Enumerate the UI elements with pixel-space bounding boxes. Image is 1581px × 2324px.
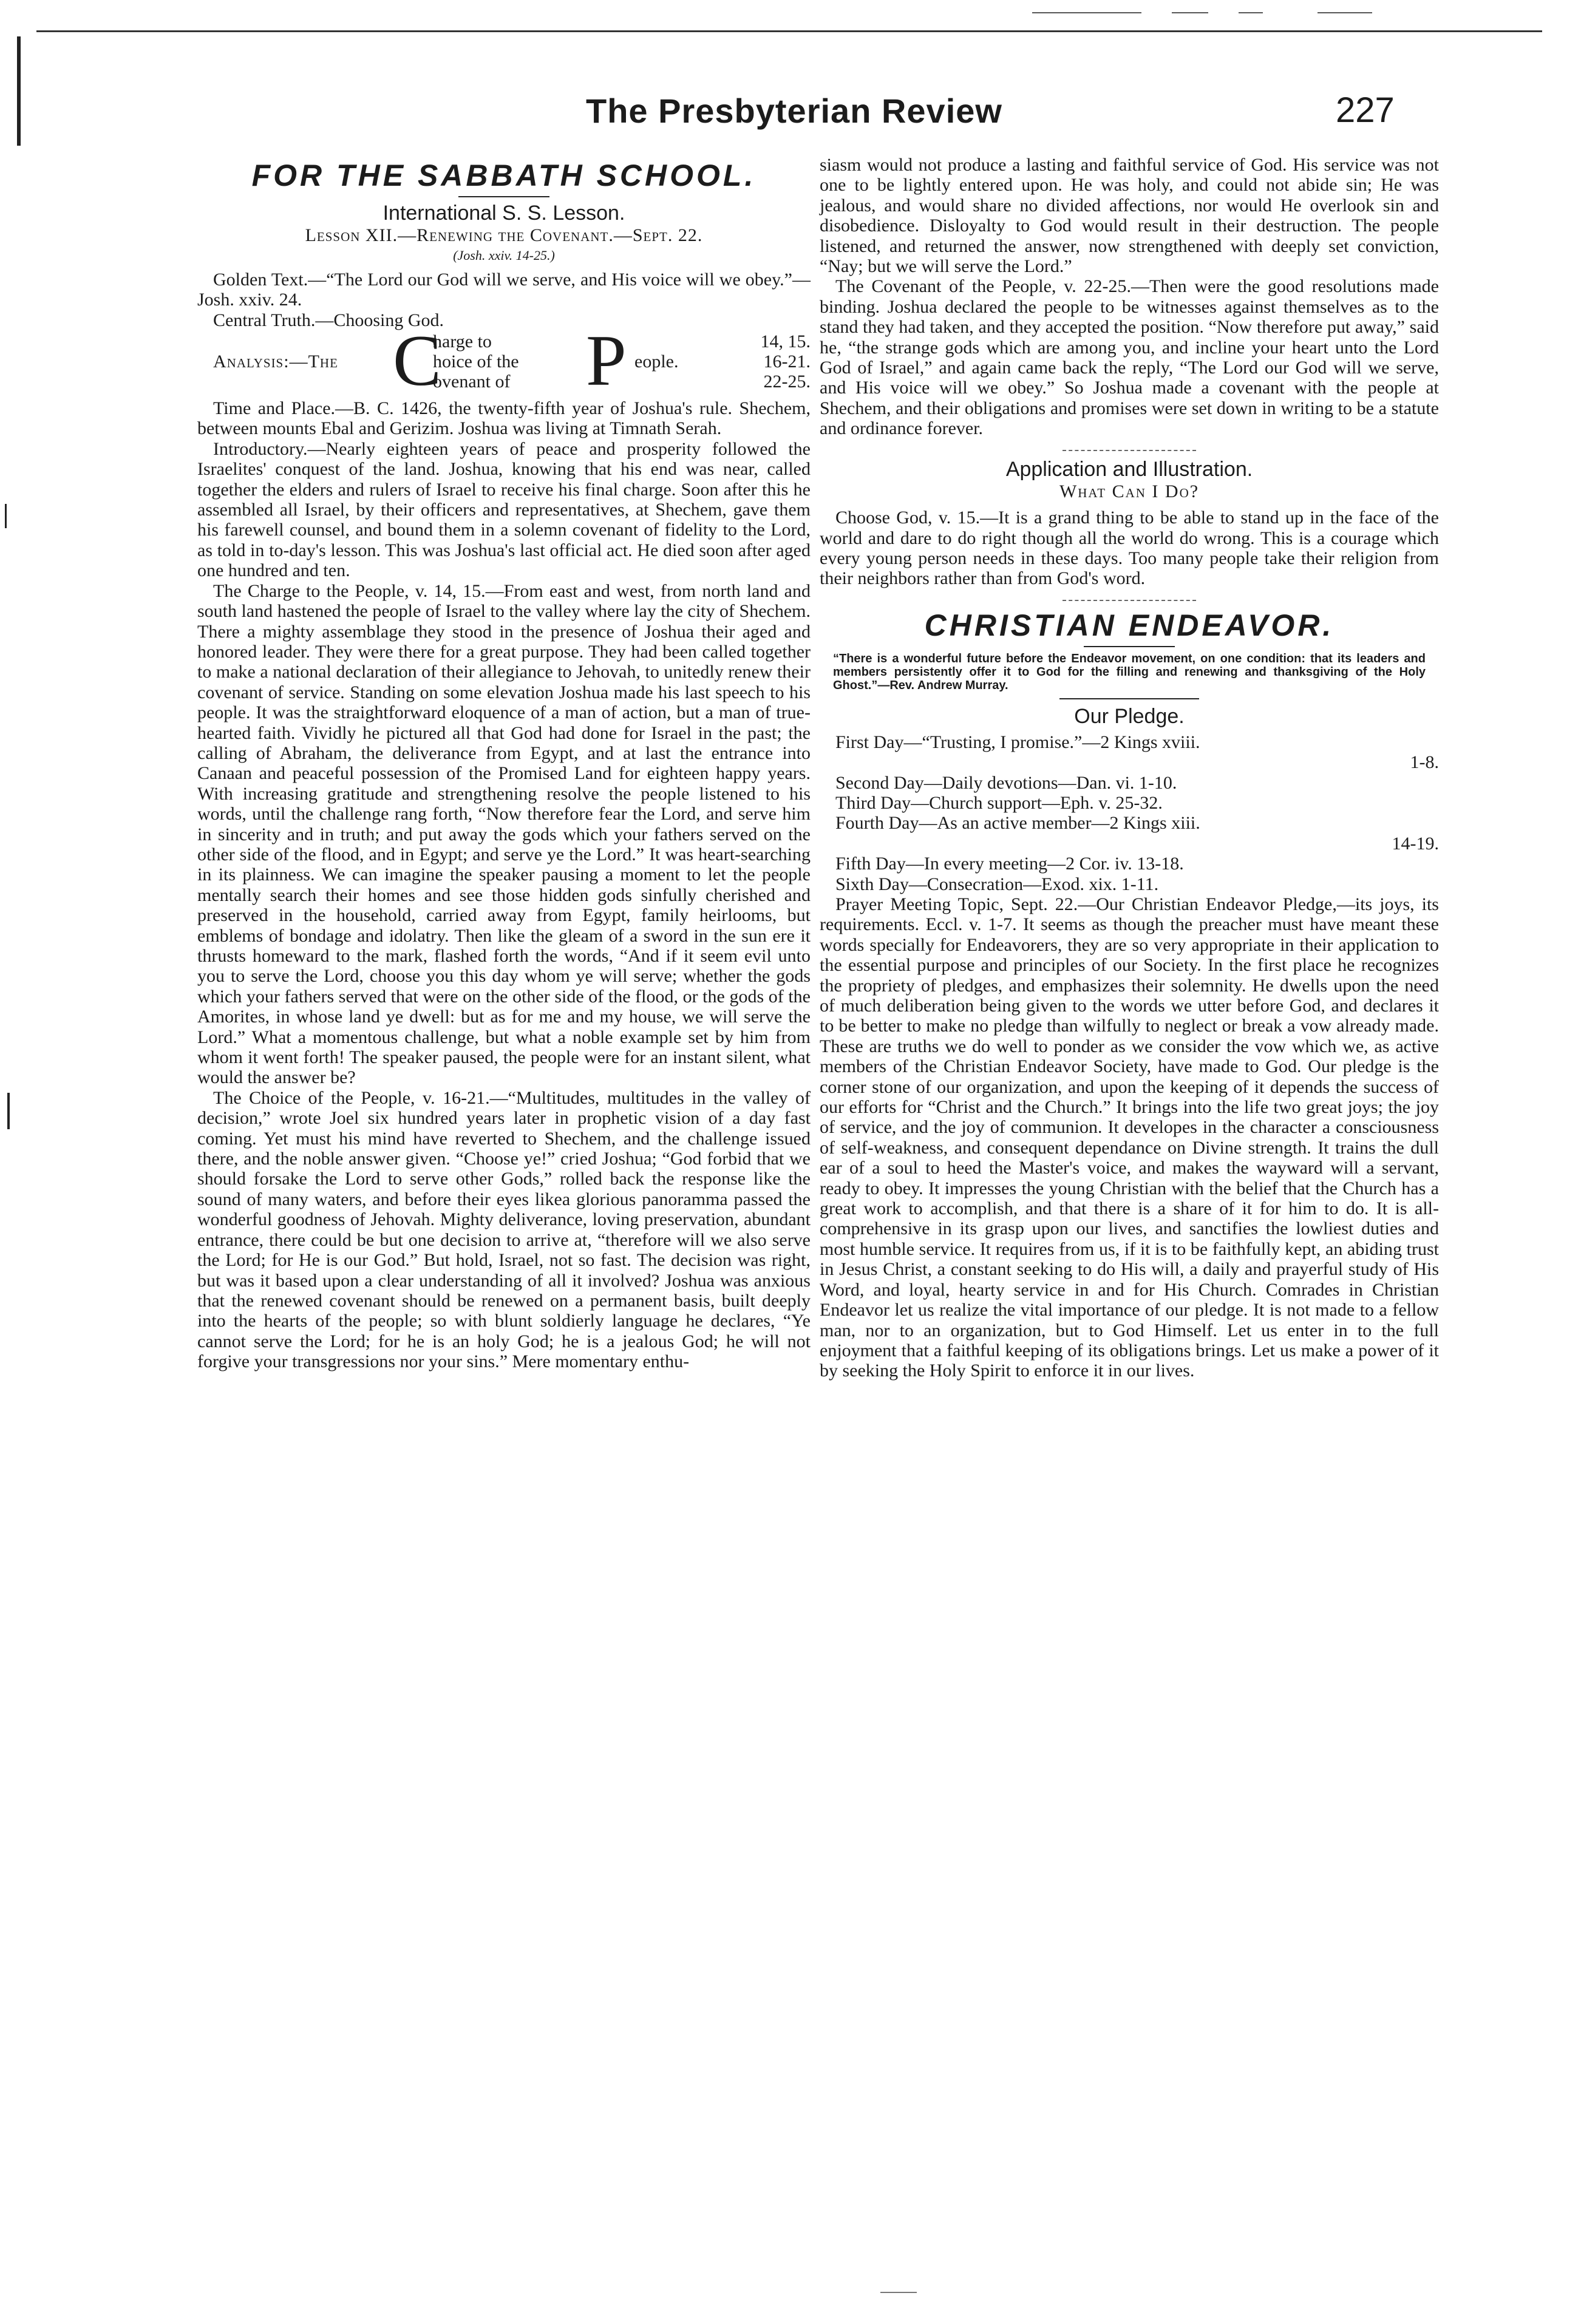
analysis-row: ovenant of (433, 372, 511, 392)
analysis-verse: 22-25. (763, 372, 811, 392)
analysis-verse: 16-21. (763, 352, 811, 372)
analysis-label: Analysis:—The (213, 352, 338, 372)
journal-title: The Presbyterian Review (586, 92, 1002, 130)
analysis-verse: 14, 15. (760, 331, 811, 352)
scan-artifact (1032, 6, 1372, 18)
pledge-item: Third Day—Church support—Eph. v. 25-32. (835, 792, 1163, 813)
section-title-christian-endeavor: CHRISTIAN ENDEAVOR. (924, 608, 1334, 642)
analysis-row: harge to (433, 331, 492, 352)
paragraph-introductory: Introductory.—Nearly eighteen years of peace and prosperity followed the Israelites' conquest of the land. Joshua, knowing that his end was near, called together the elders and rulers of Israel to receive his final charge. Soon after this he assembled all Israel, by their officers and representatives, at Shechem, gave them his farewell counsel, and bound them in a solemn covenant of fidelity to the Lord, as told in to-day's lesson. This was Joshua's last official act. He died soon after aged one hundred and ten. (197, 438, 811, 581)
divider (1062, 600, 1196, 601)
paragraph-prayer-meeting: Prayer Meeting Topic, Sept. 22.—Our Christian Endeavor Pledge,—its joys, its requirements. Eccl. v. 1-7. It seems as though the preacher must have meant these words specially for Endeavorers, they are so very appropriate in their application to the essential purpose and principles of our Society. In the first place he recognizes the propriety of pledges, and emphasizes their solemnity. He dwells upon the need of much deliberation being given to the words we utter before God, and declares it to be better to make no pledge than wilfully to neglect or break a vow already made. These are truths we do well to ponder as we consider the vow which we, as active members of the Christian Endeavor Society, have made to God. Our pledge is the corner stone of our organization, and upon the keeping of it depends the success of our efforts for “Christ and the Church.” It brings into the life two great joys; the joy of service, and the joy of communion. It developes in the character a consciousness of self-weakness, and consequent dependance on Divine strength. It trains the dull ear of a soul to heed the Master's voice, and makes the wayward will a servant, ready to obey. It impresses the young Christian with the belief that the Church has a great work to accomplish, and that there is a share of it for him to do. It is all-comprehensive in its grasp upon our lives, and sanctifies the lowliest duties and most humble service. It requires from us, if it is to be faithfully kept, an abiding trust in Jesus Christ, a constant seeking to do His will, a daily and prayerful study of His Word, and loyal, hearty service in and for His Church. Comrades in Christian Endeavor let us realize the vital importance of our pledge. It is not made to a fellow man, nor to an organization, but to God Himself. Let us enter in to the full enjoyment that a faithful keeping of its obligations brings. Let us make a power of it by seeking the Holy Spirit to enforce it in our lives. (820, 894, 1439, 1381)
rule (1059, 698, 1199, 699)
pledge-item: Fourth Day—As an active member—2 Kings xiii. (835, 813, 1200, 834)
pledge-item: Sixth Day—Consecration—Exod. xix. 1-11. (835, 874, 1159, 894)
paragraph-continuation: siasm would not produce a lasting and faithful service of God. His service was not one to be lightly entered upon. He was holy, and could not abide sin; He was jealous, and would share no divided affections, nor would He overlook sin and disobedience. Disloyalty to God would result in their destruction. The people listened, and returned the answer, now strengthened with deeply set conviction, “Nay; but we will serve the Lord.” (820, 155, 1439, 277)
analysis-row: hoice of the (433, 352, 519, 372)
paragraph-charge: The Charge to the People, v. 14, 15.—From east and west, from north land and south land hastened the people of Israel to the valley where lay the city of Shechem. There a mighty assemblage they stood in the presence of Joshua their aged and honored leader. They were there for a great purpose. They had been called together to make a national declaration of their allegiance to Jehovah, to unitedly renew their covenant of service. Standing on some elevation Joshua made his last speech to his people. It was the straightforward eloquence of a man of action, but a man of true-hearted faith. Vividly he pictured all that God had done for Israel in the past; the calling of Abraham, the deliverance from Egypt, and at last the entrance into Canaan and peaceful possession of the Promised Land for eighteen happy years. With increasing gratitude and strengthening resolve the people listened to his words, until the challenge rang forth, “Now therefore fear the Lord, and serve him in sincerity and in truth; and put away the gods which your fathers served on the other side of the flood, and in Egypt; and serve ye the Lord.” It was heart-searching in its plainness. We can imagine the speaker pausing a moment to let the people mentally search their homes and see those hidden gods sinfully cherished and preserved in the household, carried away from Egypt, family heirlooms, but emblems of bondage and idolatry. Then like the gleam of a sword in the sun ere it thrusts homeward to the mark, flashed forth the words, “And if it seem evil unto you to serve the Lord, choose you this day whom ye will serve; whether the gods which your fathers served that were on the other side of the flood, or the gods of the Amorites, in whose land ye dwell: but as for me and my house, we will serve the Lord.” What a momentous challenge, but what a noble example set by him from whom it went forth! The speaker paused, the people were for an instant silent, what would the answer be? (197, 580, 811, 1088)
paragraph-choose-god: Choose God, v. 15.—It is a grand thing to be able to stand up in the face of the world and dare to do right though all the world do wrong. This is a courage which every young person needs in these days. Too many people take their religion from their neighbors rather than from God's word. (820, 508, 1439, 589)
paragraph-choice: The Choice of the People, v. 16-21.—“Multitudes, multitudes in the valley of decision,” wrote Joel six hundred years later in prophetic vision of a day fast coming. Yet must his mind have reverted to Shechem, and the challenge issued there, and the noble answer given. “Choose ye!” cried Joshua; “God forbid that we should forsake the Lord to serve other Gods,” rolled back the response like the sound of many waters, and before their eyes likea glorious panoramma passed the wonderful goodness of Jehovah. Mighty deliverance, loving preservation, abundant entrance, there could be but one decision to arrive at, “therefore will we also serve the Lord; for He is our God.” But hold, Israel, not so fast. The decision was right, but was it based upon a clear understanding of all it involved? Joshua was anxious that the renewed covenant should be renewed on a permanent basis, built deeply into the hearts of the people; so with blunt soldierly language he declares, “Ye cannot serve the Lord; for he is an holy God; he is a jealous God; he will not forgive your transgressions nor your sins.” Mere momentary enthu- (197, 1087, 811, 1372)
left-column (197, 155, 811, 1372)
application-heading: Application and Illustration. (1005, 457, 1253, 481)
rule (1084, 646, 1175, 647)
epigraph-quote: “There is a wonderful future before the Endeavor movement, on one condition: that its leaders and members persistently offer it to God for the filling and renewing and thanksgiving of the Holy Ghost.”—Rev. Andrew Murray. (833, 651, 1426, 692)
analysis-initial-p: P (586, 320, 627, 401)
paragraph-covenant: The Covenant of the People, v. 22-25.—Then were the good resolutions made binding. Joshua declared the people to be witnesses against themselves as to the stand they had taken, and they accepted the position. “Now therefore put away,” said he, “the strange gods which are among you, and incline your heart unto the Lord God of Israel,” and again came back the reply, “The Lord our God will we serve, and His voice will we obey.” So Joshua made a covenant with the people at Shechem, and their obligations and promises were set down in writing to be a statute and ordinance forever. (820, 276, 1439, 439)
pledge-item: Second Day—Daily devotions—Dan. vi. 1-10. (835, 772, 1177, 793)
paragraph-time-and-place: Time and Place.—B. C. 1426, the twenty-fifth year of Joshua's rule. Shechem, between mounts Ebal and Gerizim. Joshua was living at Timnath Serah. (197, 398, 811, 439)
binding-mark (7, 1093, 10, 1129)
lesson-line: Lesson XII.—Renewing the Covenant.—Sept. 22. (305, 225, 703, 245)
section-title-sabbath-school: FOR THE SABBATH SCHOOL. (251, 158, 756, 192)
divider (1062, 450, 1196, 451)
rule (458, 196, 549, 197)
analysis-initial-c: C (393, 320, 442, 401)
golden-text: Golden Text.—“The Lord our God will we serve, and His voice will we obey.”—Josh. xxiv. 24. (197, 269, 811, 310)
pledge-ref: 1-8. (1410, 752, 1439, 773)
what-can-i-do-heading: What Can I Do? (1059, 481, 1200, 501)
page-number: 227 (1336, 90, 1395, 130)
top-rule (36, 30, 1542, 32)
right-column (820, 155, 1439, 1381)
lesson-subtitle: International S. S. Lesson. (382, 202, 625, 225)
pledge-heading: Our Pledge. (1074, 704, 1185, 728)
analysis-row: eople. (634, 352, 679, 372)
pledge-ref: 14-19. (1392, 833, 1439, 854)
binding-mark (17, 36, 21, 146)
bottom-scan-artifact (880, 2292, 917, 2293)
pledge-item: Fifth Day—In every meeting—2 Cor. iv. 13-18. (835, 854, 1184, 874)
binding-mark (5, 504, 7, 528)
central-truth: Central Truth.—Choosing God. (213, 310, 444, 330)
scripture-reference: (Josh. xxiv. 14-25.) (453, 248, 555, 263)
pledge-item: First Day—“Trusting, I promise.”—2 Kings xviii. (835, 732, 1200, 752)
